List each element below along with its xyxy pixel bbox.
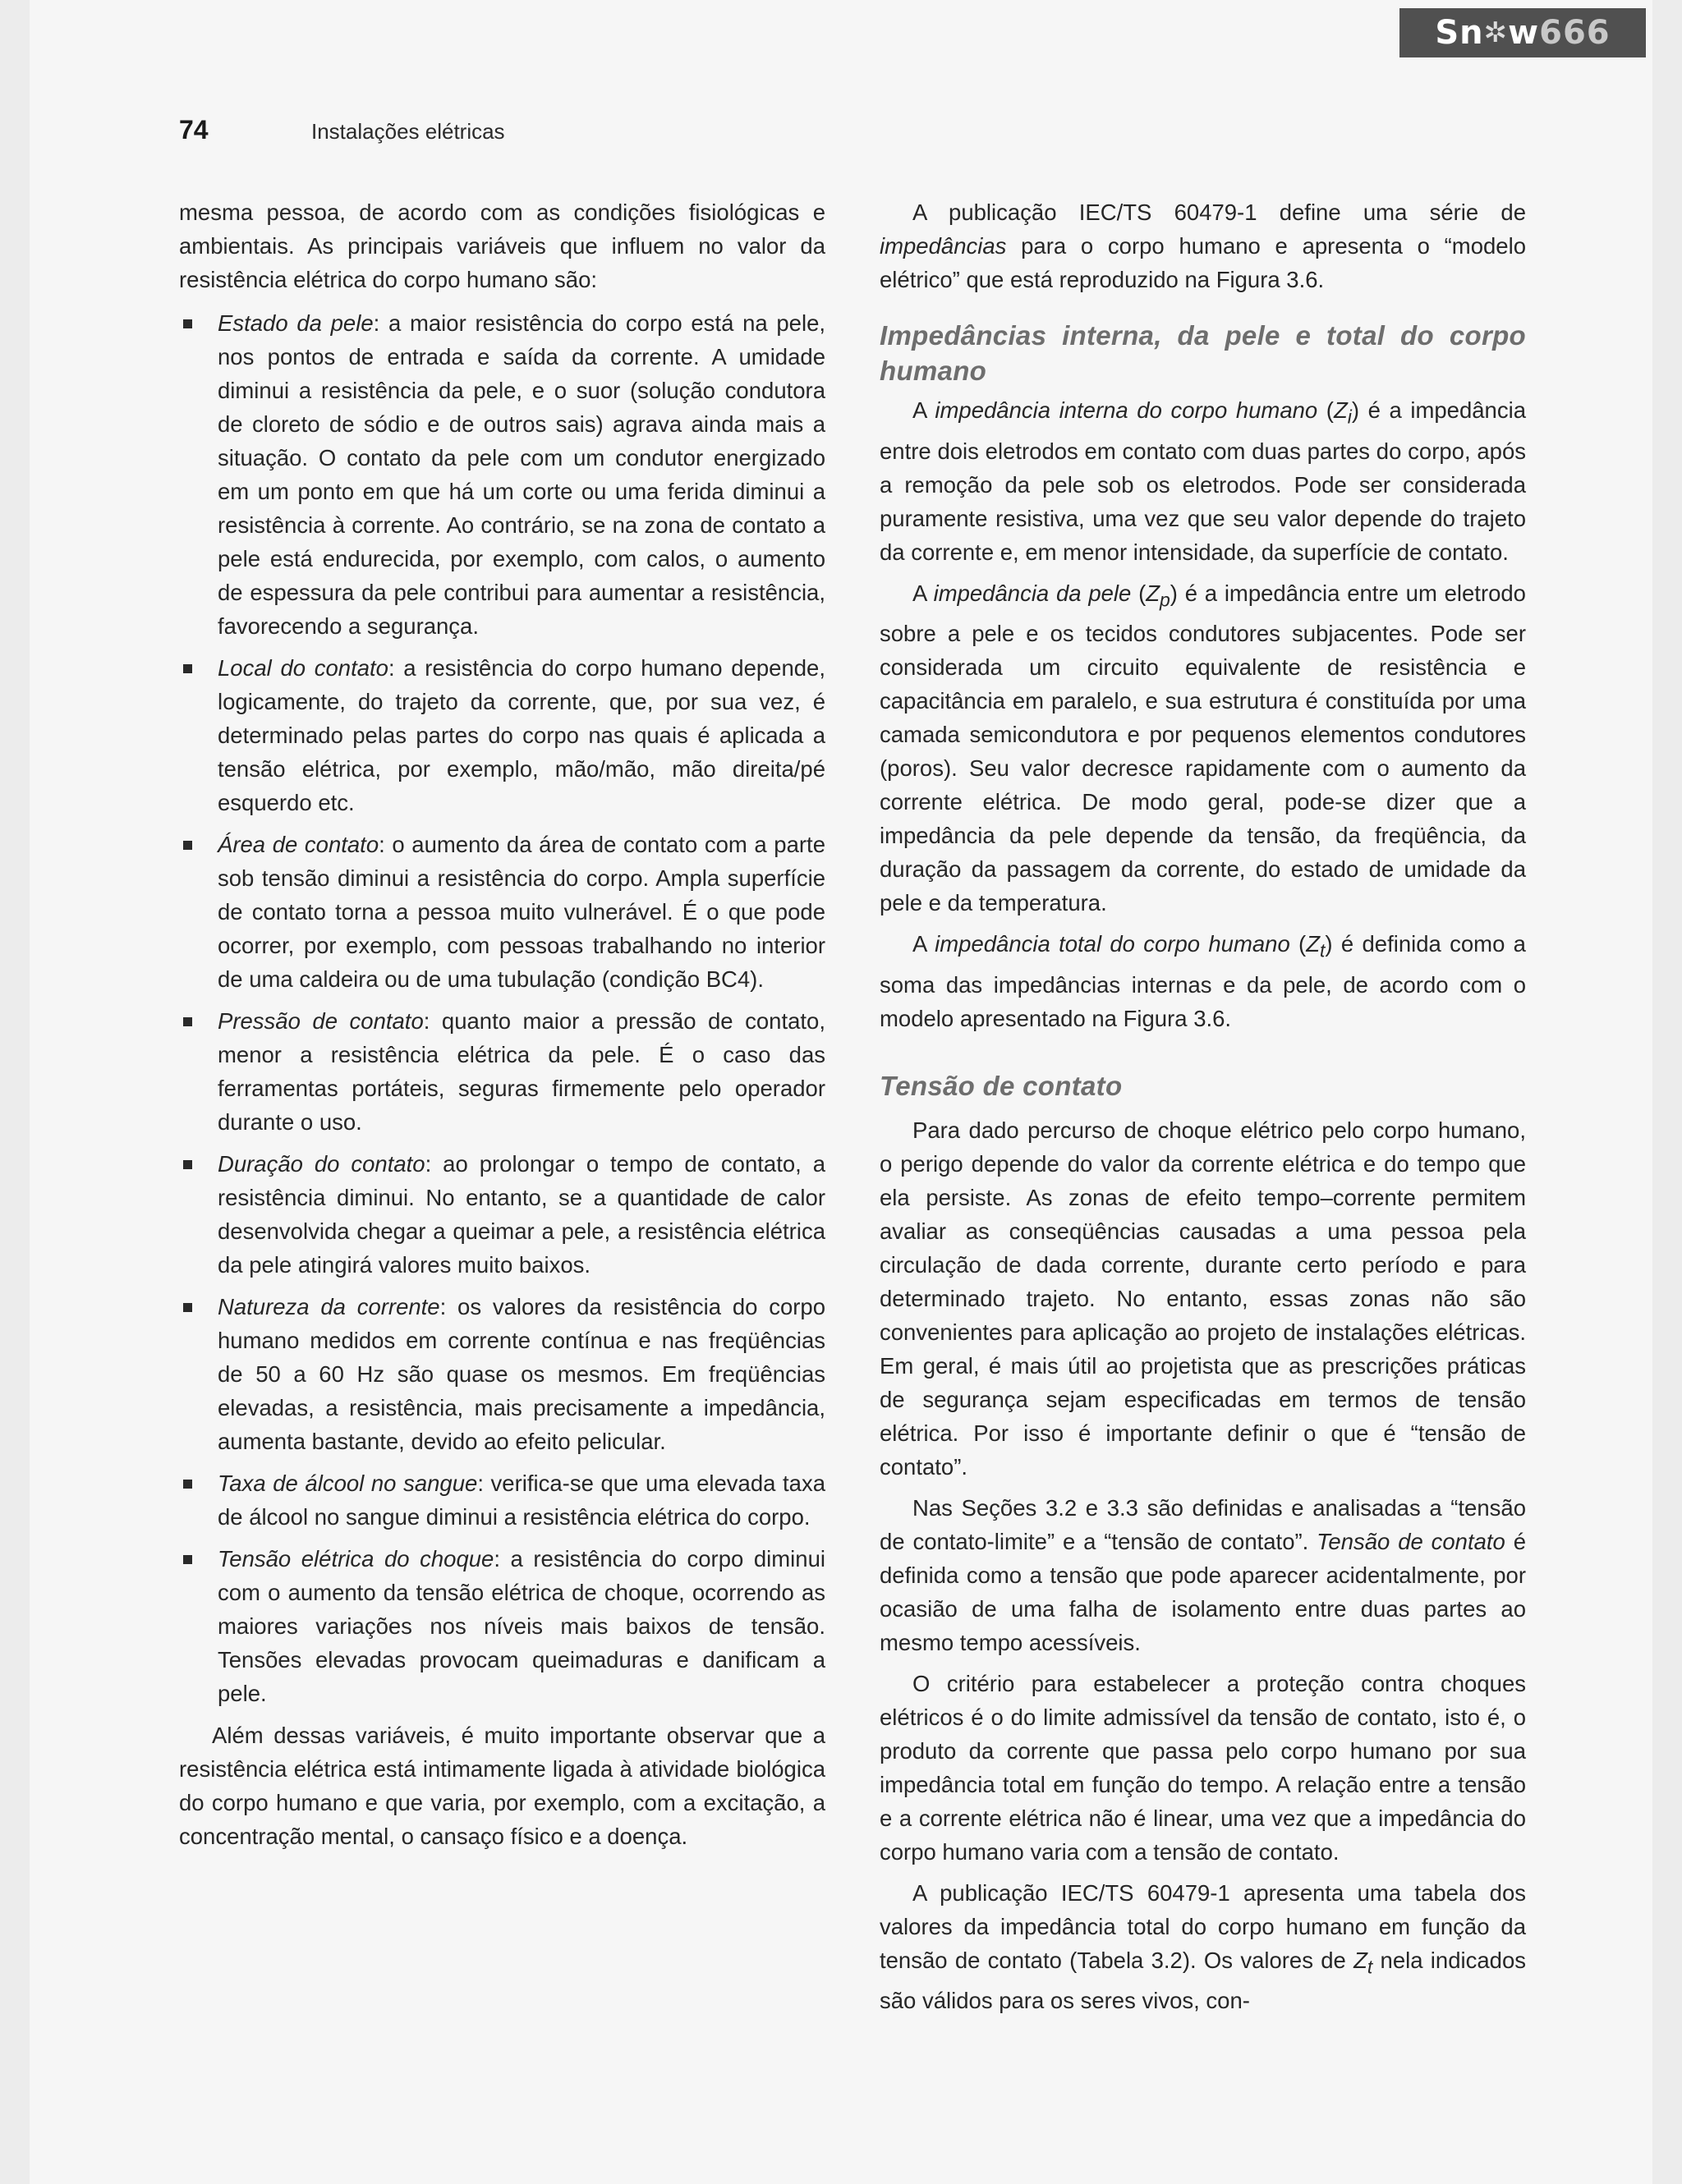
item-term: Tensão elétrica do choque <box>218 1546 494 1571</box>
item-term: Local do contato <box>218 655 388 681</box>
watermark-text-head: Sn <box>1435 14 1484 52</box>
bullet-icon <box>183 1017 192 1026</box>
item-term: Pressão de contato <box>218 1008 424 1034</box>
item-term: Duração do contato <box>218 1151 425 1177</box>
list-item <box>179 1542 825 1710</box>
item-term: Natureza da corrente <box>218 1294 440 1319</box>
list-item <box>179 1004 825 1139</box>
bullet-icon <box>183 841 192 850</box>
list-item <box>179 306 825 643</box>
bullet-icon <box>183 1555 192 1564</box>
watermark-text-tail: 666 <box>1539 14 1611 52</box>
item-text: : verifica-se que uma elevada taxa de álcool no sangue diminui a resistência elétrica do corpo. <box>218 1471 825 1530</box>
item-text: : a maior resistência do corpo está na pele, nos pontos de entrada e saída da corrente. A umidade diminui a resistência da pele, e o suor (solução condutora de cloreto de sódio e de outros sais) agrava ainda mais a situação. O contato da pele com um condutor energizado em um ponto em que há um corte ou uma ferida diminui a resistência à corrente. Ao contrário, se na zona de contato a pele está endurecida, por exemplo, com calos, o aumento de espessura da pele contribui para aumentar a resistência, favorecendo a segurança. <box>218 310 826 639</box>
list-item <box>179 1147 825 1282</box>
watermark-text-mid: w <box>1508 14 1540 52</box>
internal-impedance-paragraph: A impedância interna do corpo humano $(Z_i)$ é a impedância entre dois eletrodos em contato com duas partes do corpo, após a remoção da pele sob os eletrodos. Pode ser considerada puramente resistiva, uma vez que seu valor depende do trajeto da corrente e, em menor intensidade, da superfície de contato. <box>880 397 1526 565</box>
section-heading-impedances: Impedâncias interna, da pele e total do corpo humano <box>880 320 1526 386</box>
contact-voltage-definition-paragraph: Nas Seções 3.2 e 3.3 são definidas e analisadas a “tensão de contato-limite” e a “tensão de contato”. Tensão de contato é definida como a tensão que pode aparecer acidentalmente, por ocasião de uma falha de isolamento entre duas partes ao mesmo tempo acessíveis. <box>880 1494 1526 1655</box>
bullet-icon <box>183 1480 192 1489</box>
list-item <box>179 651 825 819</box>
total-impedance-paragraph: A impedância total do corpo humano $(Z_t)$ é definida como a soma das impedâncias internas e da pele, de acordo com o modelo apresentado na Figura 3.6. <box>880 931 1526 1031</box>
bullet-icon <box>183 1160 192 1169</box>
section-heading-contact-voltage: Tensão de contato <box>880 1070 1123 1101</box>
item-term: Estado da pele <box>218 310 374 336</box>
list-item <box>179 828 825 996</box>
item-text: : o aumento da área de contato com a parte sob tensão diminui a resistência do corpo. Ampla superfície de contato torna a pessoa muito vulnerável. É o que pode ocorrer, por exemplo, com pessoas trabalhando no interior de uma caldeira ou de uma tubulação (condição BC4). <box>218 832 825 992</box>
snowflake-icon: ✲ <box>1483 16 1509 49</box>
item-text: : ao prolongar o tempo de contato, a resistência diminui. No entanto, se a quantidade de calor desenvolvida chegar a queimar a pele, a resistência elétrica da pele atingirá valores muito baixos. <box>218 1151 825 1278</box>
left-column <box>179 195 825 1853</box>
closing-paragraph: Além dessas variáveis, é muito importante observar que a resistência elétrica está intimamente ligada à atividade biológica do corpo humano e que varia, por exemplo, com a excitação, a concentração mental, o cansaço físico e a doença. <box>179 1723 825 1849</box>
item-term: Área de contato <box>218 832 379 857</box>
iec-intro-paragraph: A publicação IEC/TS 60479-1 define uma série de impedâncias para o corpo humano e apresenta o “modelo elétrico” que está reproduzido na Figura 3.6. <box>880 200 1526 292</box>
impedance-table-paragraph: A publicação IEC/TS 60479-1 apresenta uma tabela dos valores da impedância total do corpo humano em função da tensão de contato (Tabela 3.2). Os valores de $Z_t$ nela indicados são válidos para os seres vivos, con- <box>880 1879 1526 2013</box>
list-item <box>179 1290 825 1458</box>
right-column <box>880 195 1526 2017</box>
bullet-icon <box>183 664 192 673</box>
running-header <box>179 115 505 145</box>
item-term: Taxa de álcool no sangue <box>218 1471 478 1496</box>
bullet-icon <box>183 1303 192 1312</box>
protection-criterion-paragraph: O critério para estabelecer a proteção contra choques elétricos é o do limite admissível da tensão de contato, isto é, o produto da corrente que passa pelo corpo humano por sua impedância total em função do tempo. A relação entre a tensão e a corrente elétrica não é linear, uma vez que a impedância do corpo humano varia com a tensão de contato. <box>880 1670 1526 1865</box>
item-text: : a resistência do corpo diminui com o aumento da tensão elétrica de choque, ocorrendo as maiores variações nos níveis mais baixos de tensão. Tensões elevadas provocam queimaduras e danificam a pele. <box>218 1546 825 1706</box>
item-text: : a resistência do corpo humano depende, logicamente, do trajeto da corrente, que, por sua vez, é determinado pelas partes do corpo nas quais é aplicada a tensão elétrica, por exemplo, mão/mão, mão direita/pé esquerdo etc. <box>218 655 825 815</box>
running-title: Instalações elétricas <box>311 119 505 144</box>
shock-path-paragraph: Para dado percurso de choque elétrico pelo corpo humano, o perigo depende do valor da corrente elétrica e do tempo que ela persiste. As zonas de efeito tempo–corrente permitem avaliar as conseqüências causadas a uma pessoa pela circulação de dada corrente, durante certo período e para determinado trajeto. No entanto, essas zonas não são convenientes para aplicação ao projeto de instalações elétricas. Em geral, é mais útil ao projetista que as prescrições práticas de segurança sejam especificadas em termos de tensão elétrica. Por isso é importante definir o que é “tensão de contato”. <box>880 1117 1526 1480</box>
watermark-logo <box>1399 8 1646 57</box>
page-number: 74 <box>179 115 209 145</box>
variables-list <box>179 306 825 1710</box>
item-text: : os valores da resistência do corpo humano medidos em corrente contínua e nas freqüências de 50 a 60 Hz são quase os mesmos. Em freqüências elevadas, a resistência, mais precisamente a impedância, aumenta bastante, devido ao efeito pelicular. <box>218 1294 825 1454</box>
intro-paragraph: mesma pessoa, de acordo com as condições fisiológicas e ambientais. As principais variáveis que influem no valor da resistência elétrica do corpo humano são: <box>179 200 825 292</box>
skin-impedance-paragraph: A impedância da pele $(Z_p)$ é a impedância entre um eletrodo sobre a pele e os tecidos condutores subjacentes. Pode ser considerada um circuito equivalente de resistência e capacitância em paralelo, e sua estrutura é constituída por uma camada semicondutora e por pequenos elementos condutores (poros). Seu valor decresce rapidamente com o aumento da corrente elétrica. De modo geral, pode-se dizer que a impedância da pele depende da tensão, da freqüência, da duração da passagem da corrente, do estado de umidade da pele e da temperatura. <box>880 580 1526 915</box>
book-page <box>30 0 1652 2184</box>
item-text: : quanto maior a pressão de contato, menor a resistência elétrica da pele. É o caso das ferramentas portáteis, seguras firmemente pelo operador durante o uso. <box>218 1008 825 1135</box>
list-item <box>179 1466 825 1534</box>
bullet-icon <box>183 319 192 328</box>
